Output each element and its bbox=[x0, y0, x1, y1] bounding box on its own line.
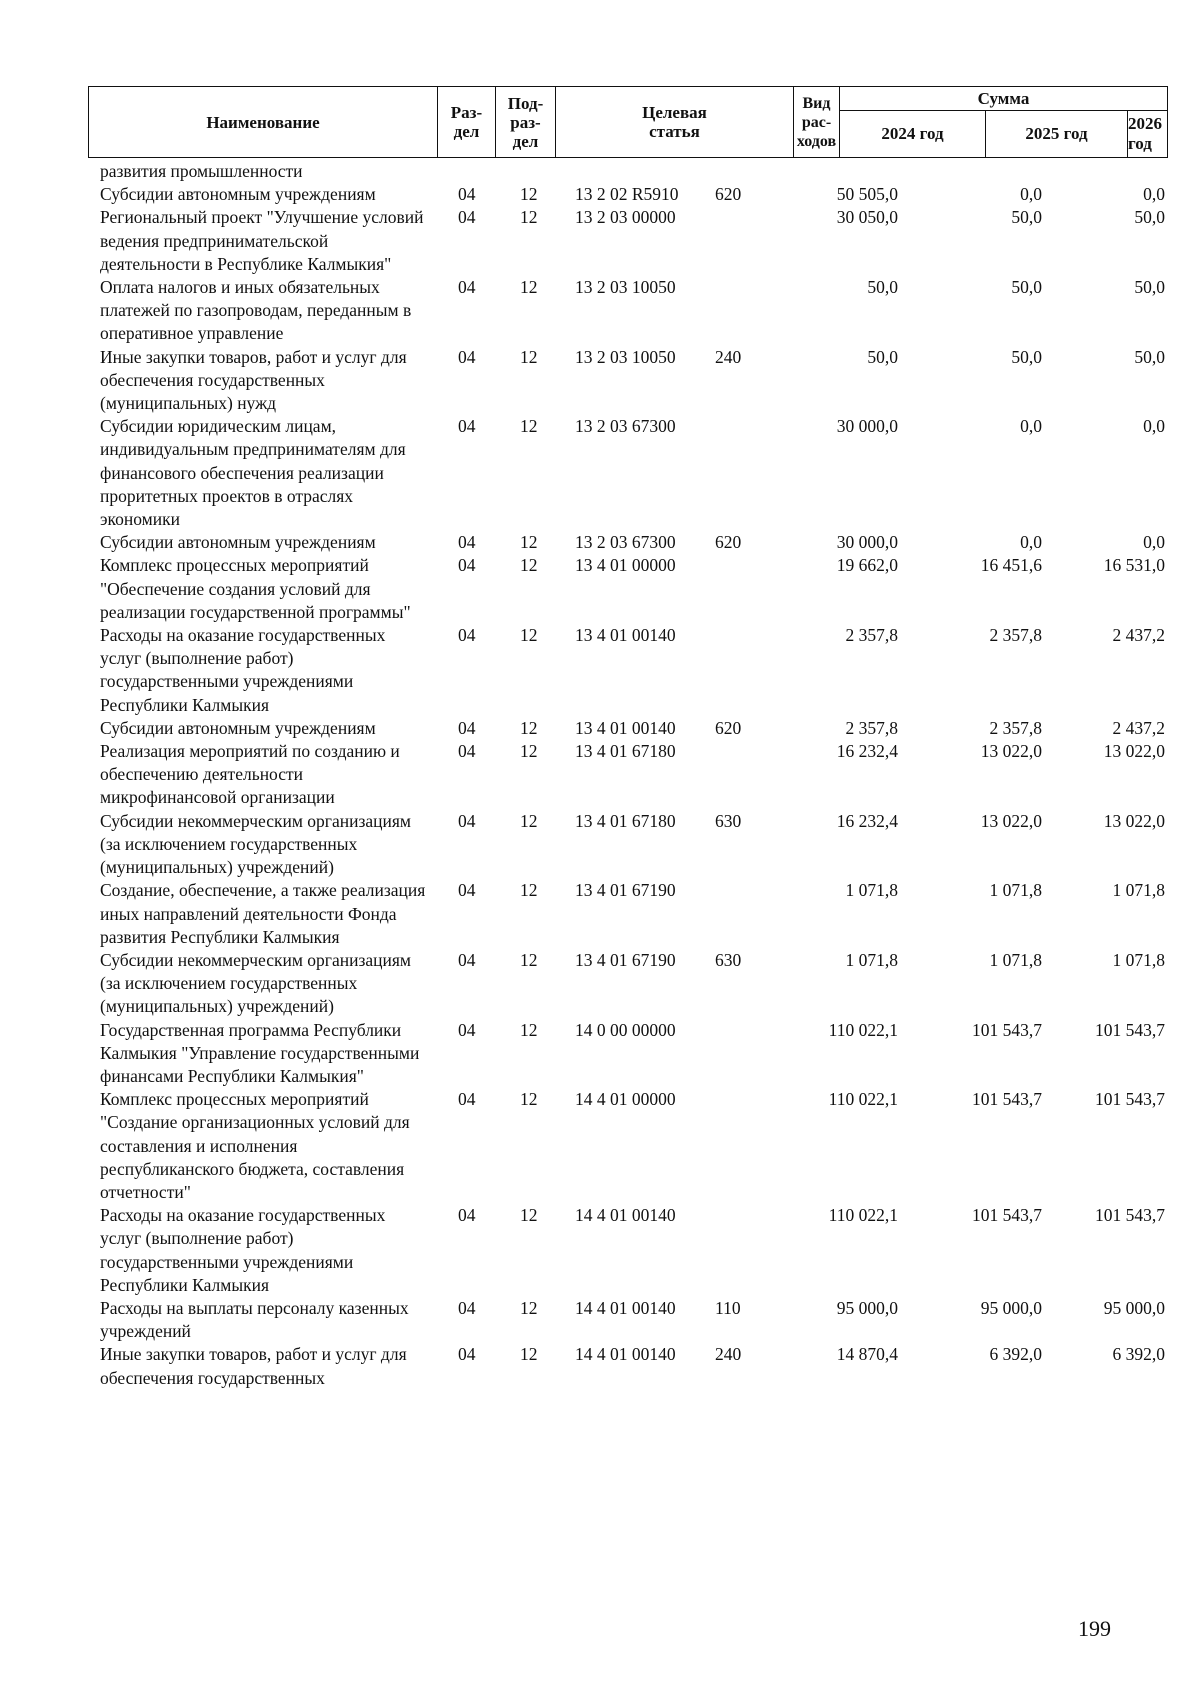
amount-2025-cell: 101 543,7 bbox=[972, 1089, 1042, 1110]
amount-2024-cell: 30 000,0 bbox=[836, 416, 898, 437]
razdel-cell: 04 bbox=[458, 277, 476, 298]
amount-2025-cell: 50,0 bbox=[1011, 277, 1042, 298]
target-article-cell: 13 2 02 R5910 bbox=[575, 184, 679, 205]
razdel-cell: 04 bbox=[458, 184, 476, 205]
target-article-cell: 13 4 01 67190 bbox=[575, 949, 676, 970]
amount-2025-cell: 101 543,7 bbox=[972, 1019, 1042, 1040]
row-name-cell: развития промышленности bbox=[100, 161, 303, 181]
amount-2026-cell: 1 071,8 bbox=[1112, 949, 1165, 970]
amount-2024-cell: 110 022,1 bbox=[828, 1019, 898, 1040]
expense-type-cell: 110 bbox=[715, 1297, 741, 1318]
row-name-cell: Оплата налогов и иных обязательных платежей по газопроводам, переданным в оперативное управление bbox=[100, 277, 412, 344]
table-row bbox=[0, 160, 1200, 183]
table-row bbox=[0, 1297, 1200, 1343]
header-vid-line: ходов bbox=[796, 132, 837, 150]
table-body bbox=[0, 160, 1200, 1390]
table-row bbox=[0, 810, 1200, 880]
table-header bbox=[88, 86, 1168, 158]
razdel-cell: 04 bbox=[458, 532, 476, 553]
podrazdel-cell: 12 bbox=[520, 625, 538, 646]
page-number: 199 bbox=[1078, 1616, 1111, 1641]
podrazdel-cell: 12 bbox=[520, 741, 538, 762]
razdel-cell: 04 bbox=[458, 880, 476, 901]
header-podrazdel-line: раз- bbox=[510, 112, 541, 132]
expense-type-cell: 620 bbox=[715, 532, 742, 553]
podrazdel-cell: 12 bbox=[520, 880, 538, 901]
razdel-cell: 04 bbox=[458, 810, 476, 831]
amount-2024-cell: 50 505,0 bbox=[836, 184, 898, 205]
header-year-2025: 2025 год bbox=[986, 111, 1128, 157]
header-year-2024: 2024 год bbox=[840, 111, 986, 157]
razdel-cell: 04 bbox=[458, 1297, 476, 1318]
amount-2026-cell: 50,0 bbox=[1134, 207, 1165, 228]
table-row bbox=[0, 1204, 1200, 1297]
table-row bbox=[0, 276, 1200, 346]
expense-type-cell: 630 bbox=[715, 949, 742, 970]
table-row bbox=[0, 624, 1200, 717]
amount-2024-cell: 16 232,4 bbox=[836, 741, 898, 762]
target-article-cell: 13 2 03 00000 bbox=[575, 207, 676, 228]
target-article-cell: 14 4 01 00140 bbox=[575, 1344, 676, 1365]
amount-2025-cell: 101 543,7 bbox=[972, 1205, 1042, 1226]
header-razdel-line: дел bbox=[453, 122, 480, 141]
amount-2024-cell: 2 357,8 bbox=[845, 717, 898, 738]
amount-2024-cell: 110 022,1 bbox=[828, 1089, 898, 1110]
header-vid-line: Вид bbox=[802, 94, 831, 112]
amount-2026-cell: 6 392,0 bbox=[1112, 1344, 1165, 1365]
podrazdel-cell: 12 bbox=[520, 416, 538, 437]
header-name: Наименование bbox=[89, 87, 438, 157]
row-name-cell: Субсидии автономным учреждениям bbox=[100, 717, 376, 738]
amount-2024-cell: 30 000,0 bbox=[836, 532, 898, 553]
amount-2024-cell: 2 357,8 bbox=[845, 625, 898, 646]
razdel-cell: 04 bbox=[458, 1019, 476, 1040]
amount-2025-cell: 2 357,8 bbox=[989, 717, 1042, 738]
target-article-cell: 13 2 03 10050 bbox=[575, 346, 676, 367]
amount-2026-cell: 13 022,0 bbox=[1103, 810, 1165, 831]
podrazdel-cell: 12 bbox=[520, 810, 538, 831]
table-row bbox=[0, 554, 1200, 624]
razdel-cell: 04 bbox=[458, 416, 476, 437]
table-row bbox=[0, 1088, 1200, 1204]
header-podrazdel-line: Под- bbox=[507, 93, 544, 113]
razdel-cell: 04 bbox=[458, 1089, 476, 1110]
amount-2025-cell: 95 000,0 bbox=[980, 1297, 1042, 1318]
row-name-cell: Комплекс процессных мероприятий "Создание организационных условий для составления и исполнения республиканского бюджета, составления отчетности" bbox=[100, 1089, 410, 1202]
table-row bbox=[0, 206, 1200, 276]
table-row bbox=[0, 415, 1200, 531]
table-row bbox=[0, 949, 1200, 1019]
row-name-cell: Субсидии юридическим лицам, индивидуальным предпринимателям для финансового обеспечения реализации проритетных проектов в отраслях экономики bbox=[100, 416, 406, 530]
razdel-cell: 04 bbox=[458, 741, 476, 762]
row-name-cell: Создание, обеспечение, а также реализация иных направлений деятельности Фонда развития Республики Калмыкия bbox=[100, 880, 426, 947]
amount-2026-cell: 0,0 bbox=[1143, 532, 1165, 553]
amount-2026-cell: 2 437,2 bbox=[1112, 625, 1165, 646]
amount-2024-cell: 1 071,8 bbox=[845, 880, 898, 901]
razdel-cell: 04 bbox=[458, 1205, 476, 1226]
target-article-cell: 13 4 01 67180 bbox=[575, 741, 676, 762]
amount-2026-cell: 1 071,8 bbox=[1112, 880, 1165, 901]
target-article-cell: 13 4 01 00140 bbox=[575, 717, 676, 738]
amount-2025-cell: 1 071,8 bbox=[989, 880, 1042, 901]
table-row bbox=[0, 879, 1200, 949]
row-name-cell: Субсидии некоммерческим организациям (за исключением государственных (муниципальных) учреждений) bbox=[100, 949, 411, 1017]
amount-2025-cell: 13 022,0 bbox=[980, 810, 1042, 831]
row-name-cell: Иные закупки товаров, работ и услуг для обеспечения государственных (муниципальных) нужд bbox=[100, 346, 407, 414]
amount-2026-cell: 16 531,0 bbox=[1103, 555, 1165, 576]
target-article-cell: 14 4 01 00140 bbox=[575, 1297, 676, 1318]
podrazdel-cell: 12 bbox=[520, 1297, 538, 1318]
podrazdel-cell: 12 bbox=[520, 1019, 538, 1040]
amount-2025-cell: 1 071,8 bbox=[989, 949, 1042, 970]
amount-2024-cell: 14 870,4 bbox=[836, 1344, 898, 1365]
row-name-cell: Расходы на оказание государственных услуг (выполнение работ) государственными учреждениями Республики Калмыкия bbox=[100, 1205, 386, 1295]
table-row bbox=[0, 740, 1200, 810]
header-summa: Сумма bbox=[840, 87, 1167, 111]
target-article-cell: 13 4 01 00000 bbox=[575, 555, 676, 576]
amount-2026-cell: 0,0 bbox=[1143, 184, 1165, 205]
target-article-cell: 13 2 03 67300 bbox=[575, 532, 676, 553]
razdel-cell: 04 bbox=[458, 555, 476, 576]
row-name-cell: Иные закупки товаров, работ и услуг для обеспечения государственных bbox=[100, 1344, 407, 1388]
expense-type-cell: 620 bbox=[715, 184, 742, 205]
podrazdel-cell: 12 bbox=[520, 207, 538, 228]
amount-2024-cell: 110 022,1 bbox=[828, 1205, 898, 1226]
table-row bbox=[0, 346, 1200, 416]
amount-2025-cell: 50,0 bbox=[1011, 207, 1042, 228]
amount-2025-cell: 2 357,8 bbox=[989, 625, 1042, 646]
razdel-cell: 04 bbox=[458, 717, 476, 738]
header-target-line: Целевая bbox=[642, 103, 707, 122]
razdel-cell: 04 bbox=[458, 346, 476, 367]
razdel-cell: 04 bbox=[458, 949, 476, 970]
expense-type-cell: 240 bbox=[715, 346, 742, 367]
amount-2025-cell: 16 451,6 bbox=[980, 555, 1042, 576]
amount-2024-cell: 19 662,0 bbox=[836, 555, 898, 576]
row-name-cell: Реализация мероприятий по созданию и обеспечению деятельности микрофинансовой организации bbox=[100, 741, 400, 808]
row-name-cell: Комплекс процессных мероприятий "Обеспечение создания условий для реализации государственной программы" bbox=[100, 555, 411, 622]
podrazdel-cell: 12 bbox=[520, 717, 538, 738]
podrazdel-cell: 12 bbox=[520, 1344, 538, 1365]
podrazdel-cell: 12 bbox=[520, 949, 538, 970]
header-razdel bbox=[438, 87, 496, 157]
podrazdel-cell: 12 bbox=[520, 1089, 538, 1110]
amount-2024-cell: 1 071,8 bbox=[845, 949, 898, 970]
target-article-cell: 14 0 00 00000 bbox=[575, 1019, 676, 1040]
amount-2026-cell: 0,0 bbox=[1143, 416, 1165, 437]
target-article-cell: 13 4 01 00140 bbox=[575, 625, 676, 646]
podrazdel-cell: 12 bbox=[520, 346, 538, 367]
amount-2025-cell: 0,0 bbox=[1020, 532, 1042, 553]
row-name-cell: Расходы на оказание государственных услуг (выполнение работ) государственными учреждениями Республики Калмыкия bbox=[100, 625, 386, 715]
header-podrazdel-line: дел bbox=[512, 131, 539, 151]
amount-2026-cell: 101 543,7 bbox=[1095, 1205, 1165, 1226]
amount-2025-cell: 6 392,0 bbox=[989, 1344, 1042, 1365]
target-article-cell: 14 4 01 00140 bbox=[575, 1205, 676, 1226]
table-row bbox=[0, 183, 1200, 206]
row-name-cell: Субсидии автономным учреждениям bbox=[100, 532, 376, 553]
table-row bbox=[0, 1343, 1200, 1389]
row-name-cell: Государственная программа Республики Калмыкия "Управление государственными финансами Республики Калмыкия" bbox=[100, 1019, 420, 1086]
amount-2025-cell: 13 022,0 bbox=[980, 741, 1042, 762]
amount-2024-cell: 50,0 bbox=[867, 277, 898, 298]
razdel-cell: 04 bbox=[458, 207, 476, 228]
target-article-cell: 13 2 03 67300 bbox=[575, 416, 676, 437]
header-vid-line: рас- bbox=[801, 113, 832, 131]
amount-2025-cell: 0,0 bbox=[1020, 416, 1042, 437]
amount-2024-cell: 95 000,0 bbox=[836, 1297, 898, 1318]
amount-2026-cell: 50,0 bbox=[1134, 346, 1165, 367]
target-article-cell: 14 4 01 00000 bbox=[575, 1089, 676, 1110]
amount-2026-cell: 101 543,7 bbox=[1095, 1019, 1165, 1040]
table-row bbox=[0, 717, 1200, 740]
header-target-article bbox=[556, 87, 794, 157]
row-name-cell: Региональный проект "Улучшение условий ведения предпринимательской деятельности в Республике Калмыкия" bbox=[100, 207, 424, 274]
amount-2026-cell: 50,0 bbox=[1134, 277, 1165, 298]
podrazdel-cell: 12 bbox=[520, 555, 538, 576]
target-article-cell: 13 2 03 10050 bbox=[575, 277, 676, 298]
row-name-cell: Расходы на выплаты персоналу казенных учреждений bbox=[100, 1297, 409, 1342]
target-article-cell: 13 4 01 67180 bbox=[575, 810, 676, 831]
podrazdel-cell: 12 bbox=[520, 532, 538, 553]
target-article-cell: 13 4 01 67190 bbox=[575, 880, 676, 901]
podrazdel-cell: 12 bbox=[520, 184, 538, 205]
expense-type-cell: 240 bbox=[715, 1344, 742, 1365]
header-year-2026: 2026 год bbox=[1128, 114, 1162, 153]
razdel-cell: 04 bbox=[458, 1344, 476, 1365]
table-row bbox=[0, 531, 1200, 554]
header-podrazdel bbox=[496, 87, 556, 157]
amount-2026-cell: 101 543,7 bbox=[1095, 1089, 1165, 1110]
header-expense-type bbox=[794, 87, 840, 157]
table-row bbox=[0, 1019, 1200, 1089]
amount-2026-cell: 2 437,2 bbox=[1112, 717, 1165, 738]
header-razdel-line: Раз- bbox=[450, 103, 483, 122]
amount-2024-cell: 16 232,4 bbox=[836, 810, 898, 831]
row-name-cell: Субсидии автономным учреждениям bbox=[100, 184, 376, 205]
podrazdel-cell: 12 bbox=[520, 277, 538, 298]
amount-2025-cell: 50,0 bbox=[1011, 346, 1042, 367]
podrazdel-cell: 12 bbox=[520, 1205, 538, 1226]
amount-2026-cell: 95 000,0 bbox=[1103, 1297, 1165, 1318]
expense-type-cell: 630 bbox=[715, 810, 742, 831]
header-target-line: статья bbox=[649, 122, 700, 141]
razdel-cell: 04 bbox=[458, 625, 476, 646]
row-name-cell: Субсидии некоммерческим организациям (за исключением государственных (муниципальных) учреждений) bbox=[100, 810, 411, 878]
amount-2025-cell: 0,0 bbox=[1020, 184, 1042, 205]
amount-2024-cell: 50,0 bbox=[867, 346, 898, 367]
amount-2024-cell: 30 050,0 bbox=[836, 207, 898, 228]
amount-2026-cell: 13 022,0 bbox=[1103, 741, 1165, 762]
expense-type-cell: 620 bbox=[715, 717, 742, 738]
